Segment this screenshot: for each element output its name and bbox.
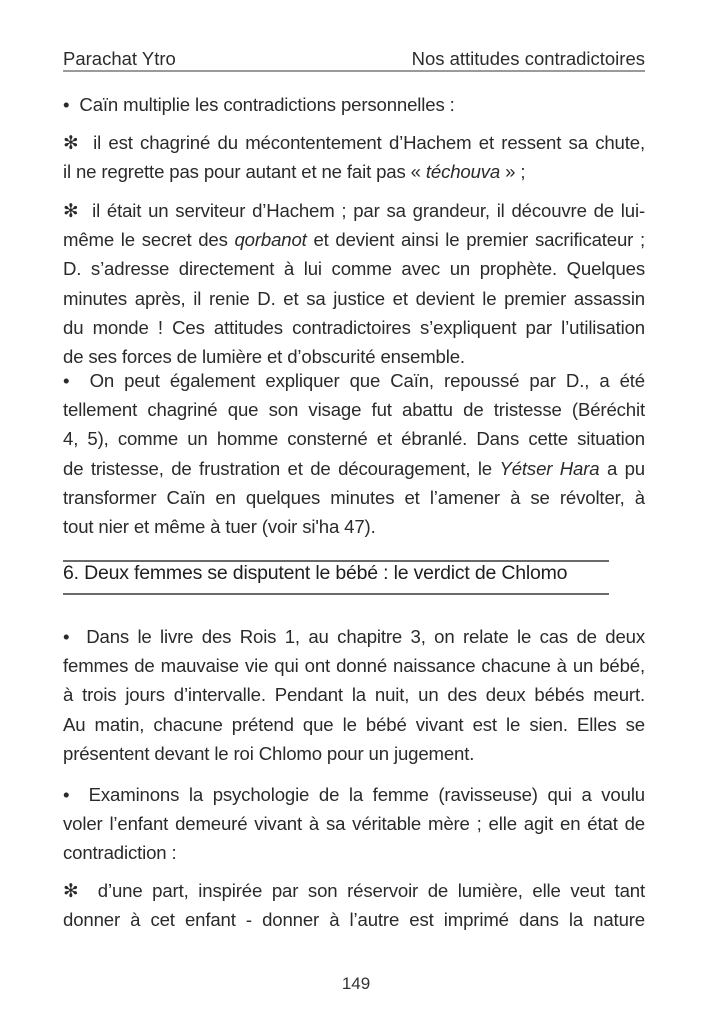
italic-term: Yétser Hara bbox=[499, 457, 600, 479]
section-heading: 6. Deux femmes se disputent le bébé : le verdict de Chlomo bbox=[63, 562, 568, 584]
header-book-section: Parachat Ytro bbox=[63, 48, 176, 69]
section-rule-bottom bbox=[63, 593, 609, 595]
paragraph-text: il est chagriné du mécontentement d’Hachem et ressent sa chute, bbox=[93, 132, 645, 153]
header-rule bbox=[63, 70, 645, 72]
paragraph-bullet bbox=[63, 90, 645, 119]
bullet-icon: • bbox=[63, 626, 70, 647]
header-chapter-title: Nos attitudes contradictoires bbox=[411, 48, 645, 69]
bullet-icon: • bbox=[63, 370, 70, 391]
asterisk-icon: ✻ bbox=[63, 200, 79, 221]
italic-term: qorbanot bbox=[234, 229, 307, 251]
page-number: 149 bbox=[341, 974, 371, 993]
asterisk-icon: ✻ bbox=[63, 880, 79, 901]
paragraph-bullet: • On peut également expliquer que Caïn, repoussé par D., a été tellement chagriné que son visage fut abattu de tristesse (Béréchit 4, 5), comme un homme consterné et ébranlé. Dans cette situation de tristesse, de frustration et de découragement, le Yétser Hara a pu transformer Caïn en quelques minutes et l’amener à se révolter, à tout nier et même à tuer (voir si'ha 47). bbox=[63, 370, 645, 538]
paragraph-bullet: • Dans le livre des Rois 1, au chapitre 3, on relate le cas de deux femmes de mauvaise vie qui ont donné naissance chacune à un bébé, à trois jours d’intervalle. Pendant la nuit, un des deux bébés meurt. Au matin, chacune prétend que le bébé vivant est le sien. Elles se présentent devant le roi Chlomo pour un jugement. bbox=[63, 626, 645, 764]
bullet-icon: • bbox=[63, 784, 70, 805]
paragraph-asterisk: ✻ d’une part, inspirée par son réservoir de lumière, elle veut tant donner à cet enfant - donner à l’autre est imprimé dans la nature bbox=[63, 880, 645, 931]
paragraph-bullet: • Examinons la psychologie de la femme (ravisseuse) qui a voulu voler l’enfant demeuré vivant à sa véritable mère ; elle agit en état de contradiction : bbox=[63, 784, 645, 864]
paragraph-text: Caïn multiplie les contradictions personnelles : bbox=[79, 94, 455, 115]
paragraph-asterisk: ✻ il était un serviteur d’Hachem ; par sa grandeur, il découvre de lui- même le secret des qorbanot et devient ainsi le premier sacrificateur ; D. s’adresse directement à lui comme avec un prophète. Quelques minutes après, il renie D. et sa justice et devient le premier assassin du monde ! Ces attitudes contradictoires s’expliquent par l’utilisation de ses forces de lumière et d’obscurité ensemble. bbox=[63, 200, 645, 368]
paragraph-asterisk: ✻ il est chagriné du mécontentement d’Hachem et ressent sa chute, il ne regrette pas pour autant et ne fait pas « téchouva » ; bbox=[63, 132, 645, 183]
bullet-icon: • bbox=[63, 94, 70, 115]
italic-term: téchouva bbox=[425, 161, 501, 183]
asterisk-icon: ✻ bbox=[63, 132, 79, 153]
